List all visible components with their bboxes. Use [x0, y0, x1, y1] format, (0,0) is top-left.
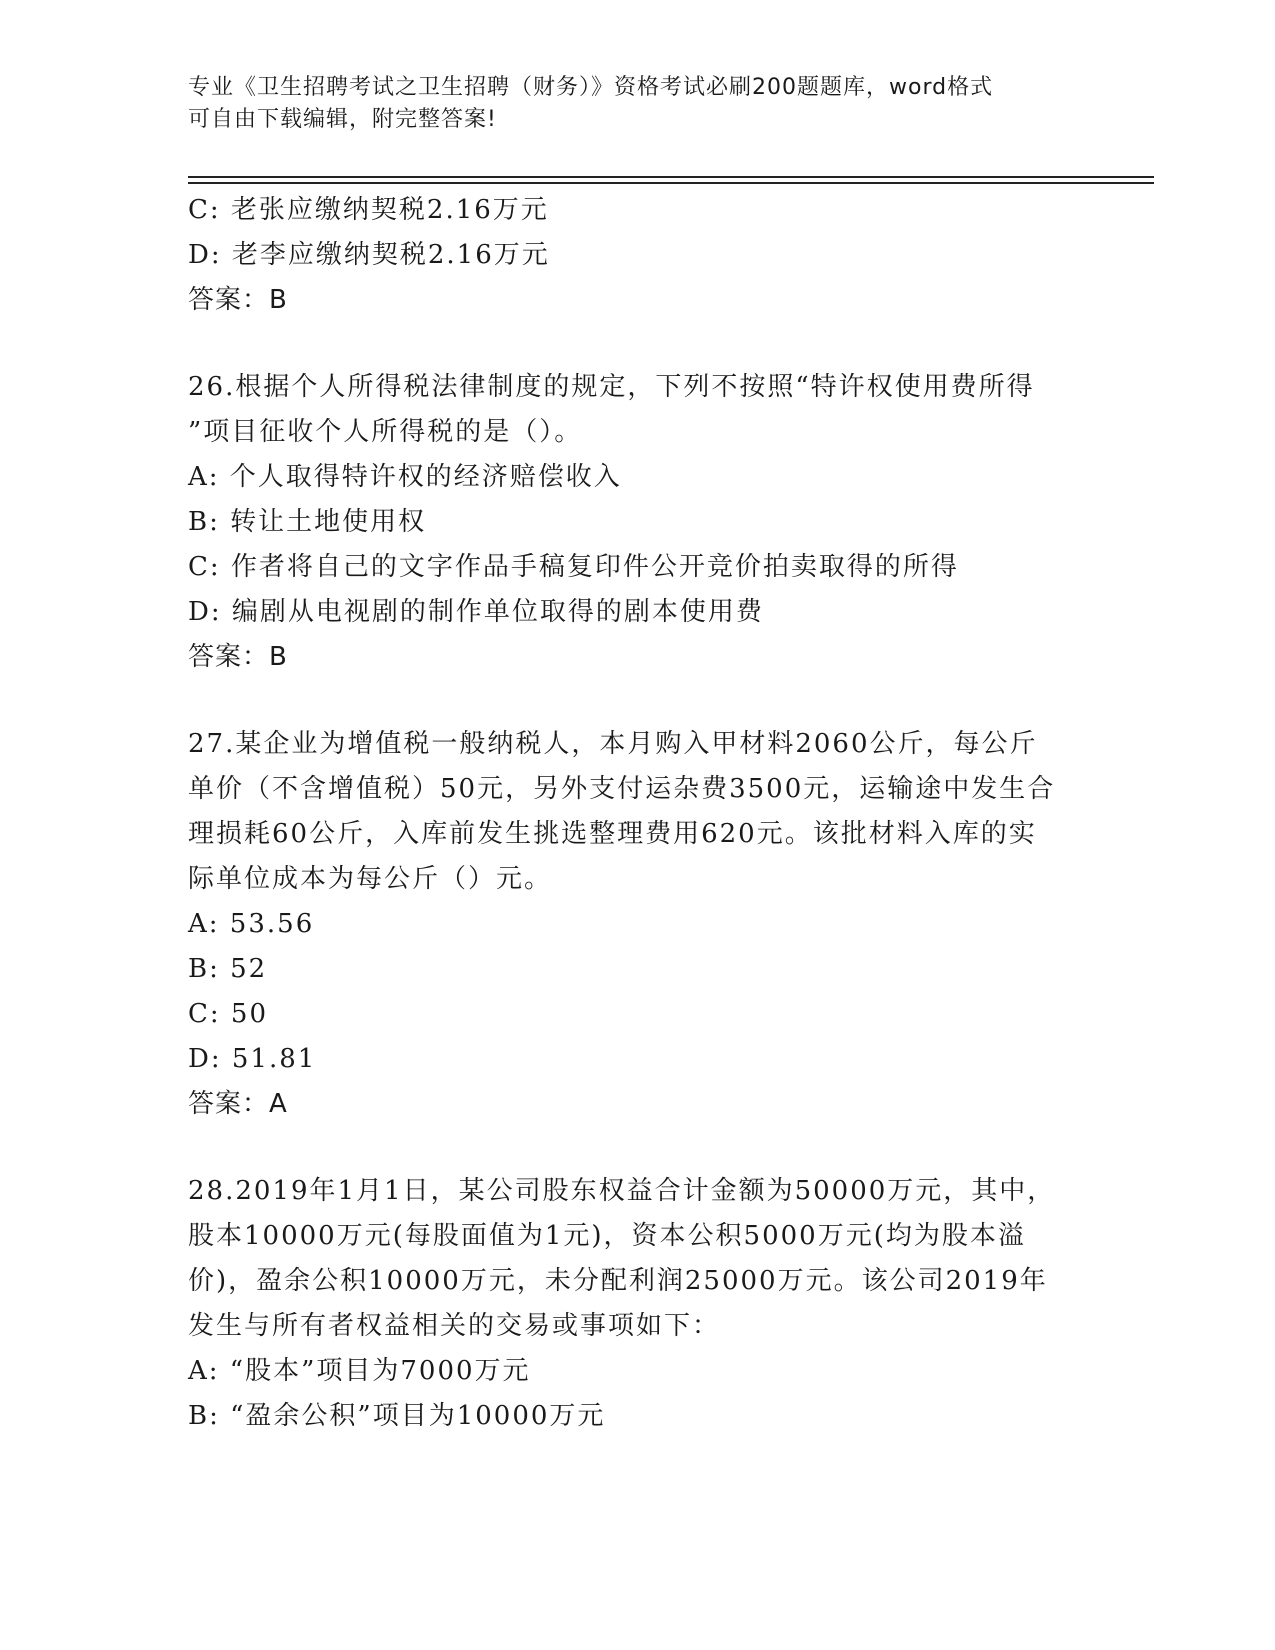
header-line-2: 可自由下载编辑，附完整答案! [188, 107, 497, 132]
q26-stem [188, 365, 1088, 455]
question-content [188, 188, 1088, 1439]
q27-stem-line-4: 际单位成本为每公斤（）元。 [188, 864, 553, 894]
q27-stem-line-1: 27.某企业为增值税一般纳税人，本月购入甲材料2060公斤，每公斤 [188, 729, 1038, 759]
q27-option-b: B: 52 [188, 954, 268, 984]
document-header [188, 72, 1088, 136]
q26-option-a: A: 个人取得特许权的经济赔偿收入 [188, 462, 622, 492]
q26-option-c: C: 作者将自己的文字作品手稿复印件公开竞价拍卖取得的所得 [188, 552, 959, 582]
q25-option-c: C: 老张应缴纳契税2.16万元 [188, 195, 549, 225]
question-27 [188, 722, 1088, 1127]
q28-option-a: A: “股本”项目为7000万元 [188, 1356, 531, 1386]
q28-stem-line-4: 发生与所有者权益相关的交易或事项如下： [188, 1311, 721, 1341]
q27-option-d: D: 51.81 [188, 1044, 317, 1074]
q26-answer: 答案：B [188, 642, 288, 672]
q25-option-d: D: 老李应缴纳契税2.16万元 [188, 240, 550, 270]
header-line-1: 专业《卫生招聘考试之卫生招聘（财务）》资格考试必刷200题题库，word格式 [188, 75, 994, 100]
q26-option-d: D: 编剧从电视剧的制作单位取得的剧本使用费 [188, 597, 764, 627]
q27-option-a: A: 53.56 [188, 909, 315, 939]
q27-stem [188, 722, 1088, 902]
q27-stem-line-3: 理损耗60公斤，入库前发生挑选整理费用620元。该批材料入库的实 [188, 819, 1037, 849]
q28-stem [188, 1169, 1088, 1349]
q28-stem-line-3: 价)，盈余公积10000万元，未分配利润25000万元。该公司2019年 [188, 1266, 1048, 1296]
q25-answer: 答案：B [188, 285, 288, 315]
question-26 [188, 365, 1088, 680]
q26-stem-line-1: 26.根据个人所得税法律制度的规定，下列不按照“特许权使用费所得 [188, 372, 1035, 402]
q28-stem-line-2: 股本10000万元(每股面值为1元)，资本公积5000万元(均为股本溢 [188, 1221, 1026, 1251]
q27-answer: 答案：A [188, 1089, 288, 1119]
question-28 [188, 1169, 1088, 1439]
q26-option-b: B: 转让土地使用权 [188, 507, 427, 537]
header-divider-bottom [188, 182, 1154, 184]
q27-option-c: C: 50 [188, 999, 269, 1029]
header-divider-top [188, 176, 1154, 178]
q26-stem-line-2: ”项目征收个人所得税的是（）。 [188, 417, 583, 447]
q27-stem-line-2: 单价（不含增值税）50元，另外支付运杂费3500元，运输途中发生合 [188, 774, 1056, 804]
question-25-tail [188, 188, 1088, 323]
q28-option-b: B: “盈余公积”项目为10000万元 [188, 1401, 606, 1431]
q28-stem-line-1: 28.2019年1月1日，某公司股东权益合计金额为50000万元，其中， [188, 1176, 1056, 1206]
